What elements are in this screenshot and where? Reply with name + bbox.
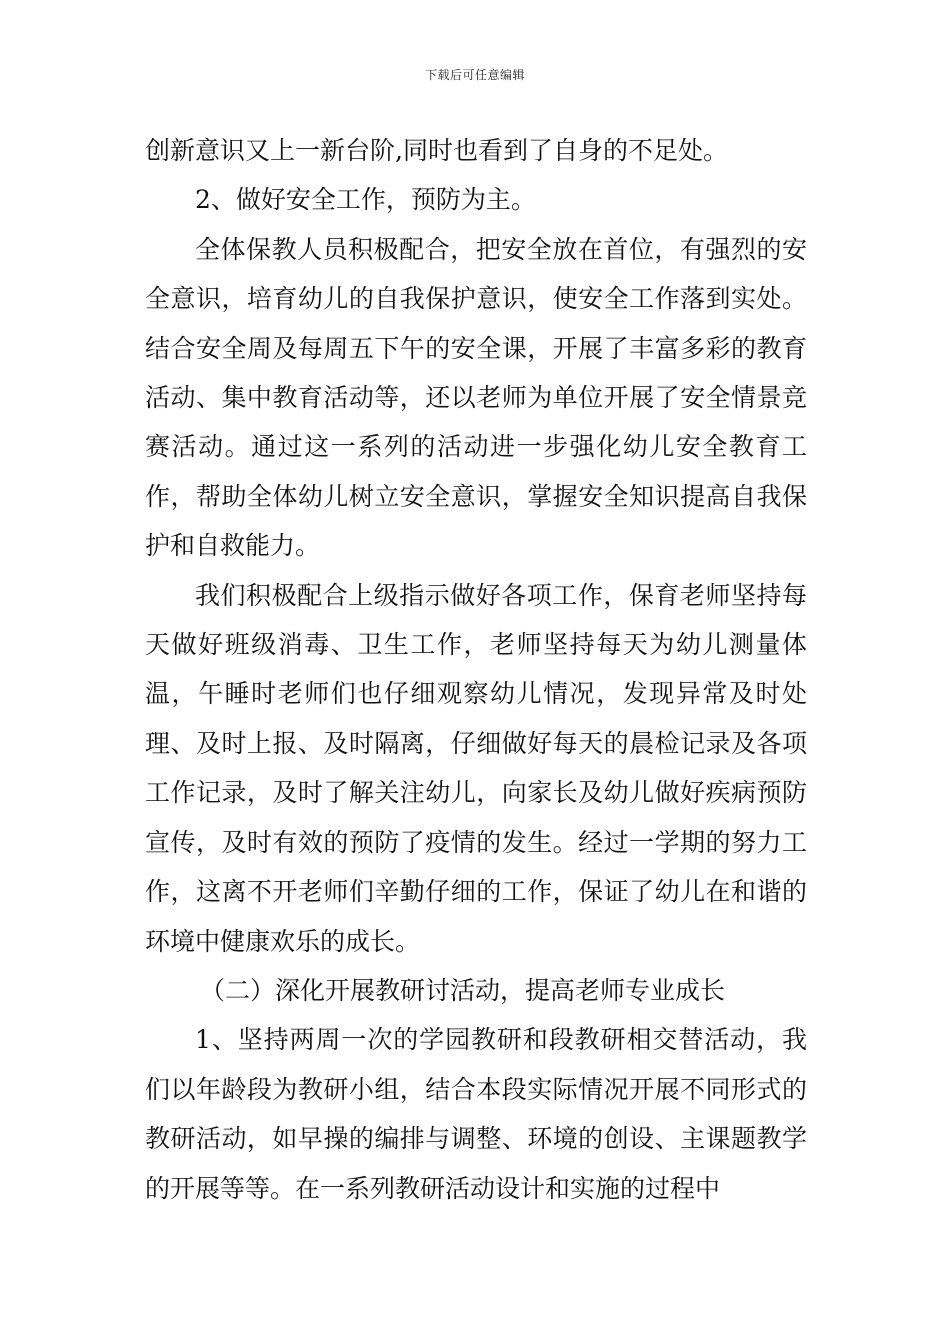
- section-heading: （二）深化开展教研讨活动，提高老师专业成长: [200, 975, 726, 1005]
- paragraph-2: 2、做好安全工作，预防为主。: [195, 185, 536, 215]
- page-header: 下载后可任意编辑: [424, 68, 525, 82]
- paragraph-4: 我们积极配合上级指示做好各项工作，保育老师坚持每天做好班级消毒、卫生工作，老师坚持每天为幼儿测量体温，午睡时老师们也仔细观察幼儿情况，发现异常及时处理、及时上报、及时隔离，仔细做好每天的晨检记录及各项工作记录，及时了解关注幼儿，向家长及幼儿做好疾病预防宣传，及时有效的预防了疫情的发生。经过一学期的努力工作，这离不开老师们辛勤仔细的工作，保证了幼儿在和谐的环境中健康欢乐的成长。: [145, 580, 807, 956]
- document-body: [145, 126, 807, 1213]
- paragraph-5: 1、坚持两周一次的学园教研和段教研相交替活动，我们以年龄段为教研小组，结合本段实际情况开展不同形式的教研活动，如早操的编排与调整、环境的创设、主课题教学的开展等等。在一系列教研活动设计和实施的过程中: [145, 1025, 807, 1203]
- paragraph-3: 全体保教人员积极配合，把安全放在首位，有强烈的安全意识，培育幼儿的自我保护意识，使安全工作落到实处。结合安全周及每周五下午的安全课，开展了丰富多彩的教育活动、集中教育活动等，还以老师为单位开展了安全情景竞赛活动。通过这一系列的活动进一步强化幼儿安全教育工作，帮助全体幼儿树立安全意识，掌握安全知识提高自我保护和自救能力。: [145, 234, 807, 561]
- paragraph-1: 创新意识又上一新台阶,同时也看到了自身的不足处。: [145, 136, 728, 165]
